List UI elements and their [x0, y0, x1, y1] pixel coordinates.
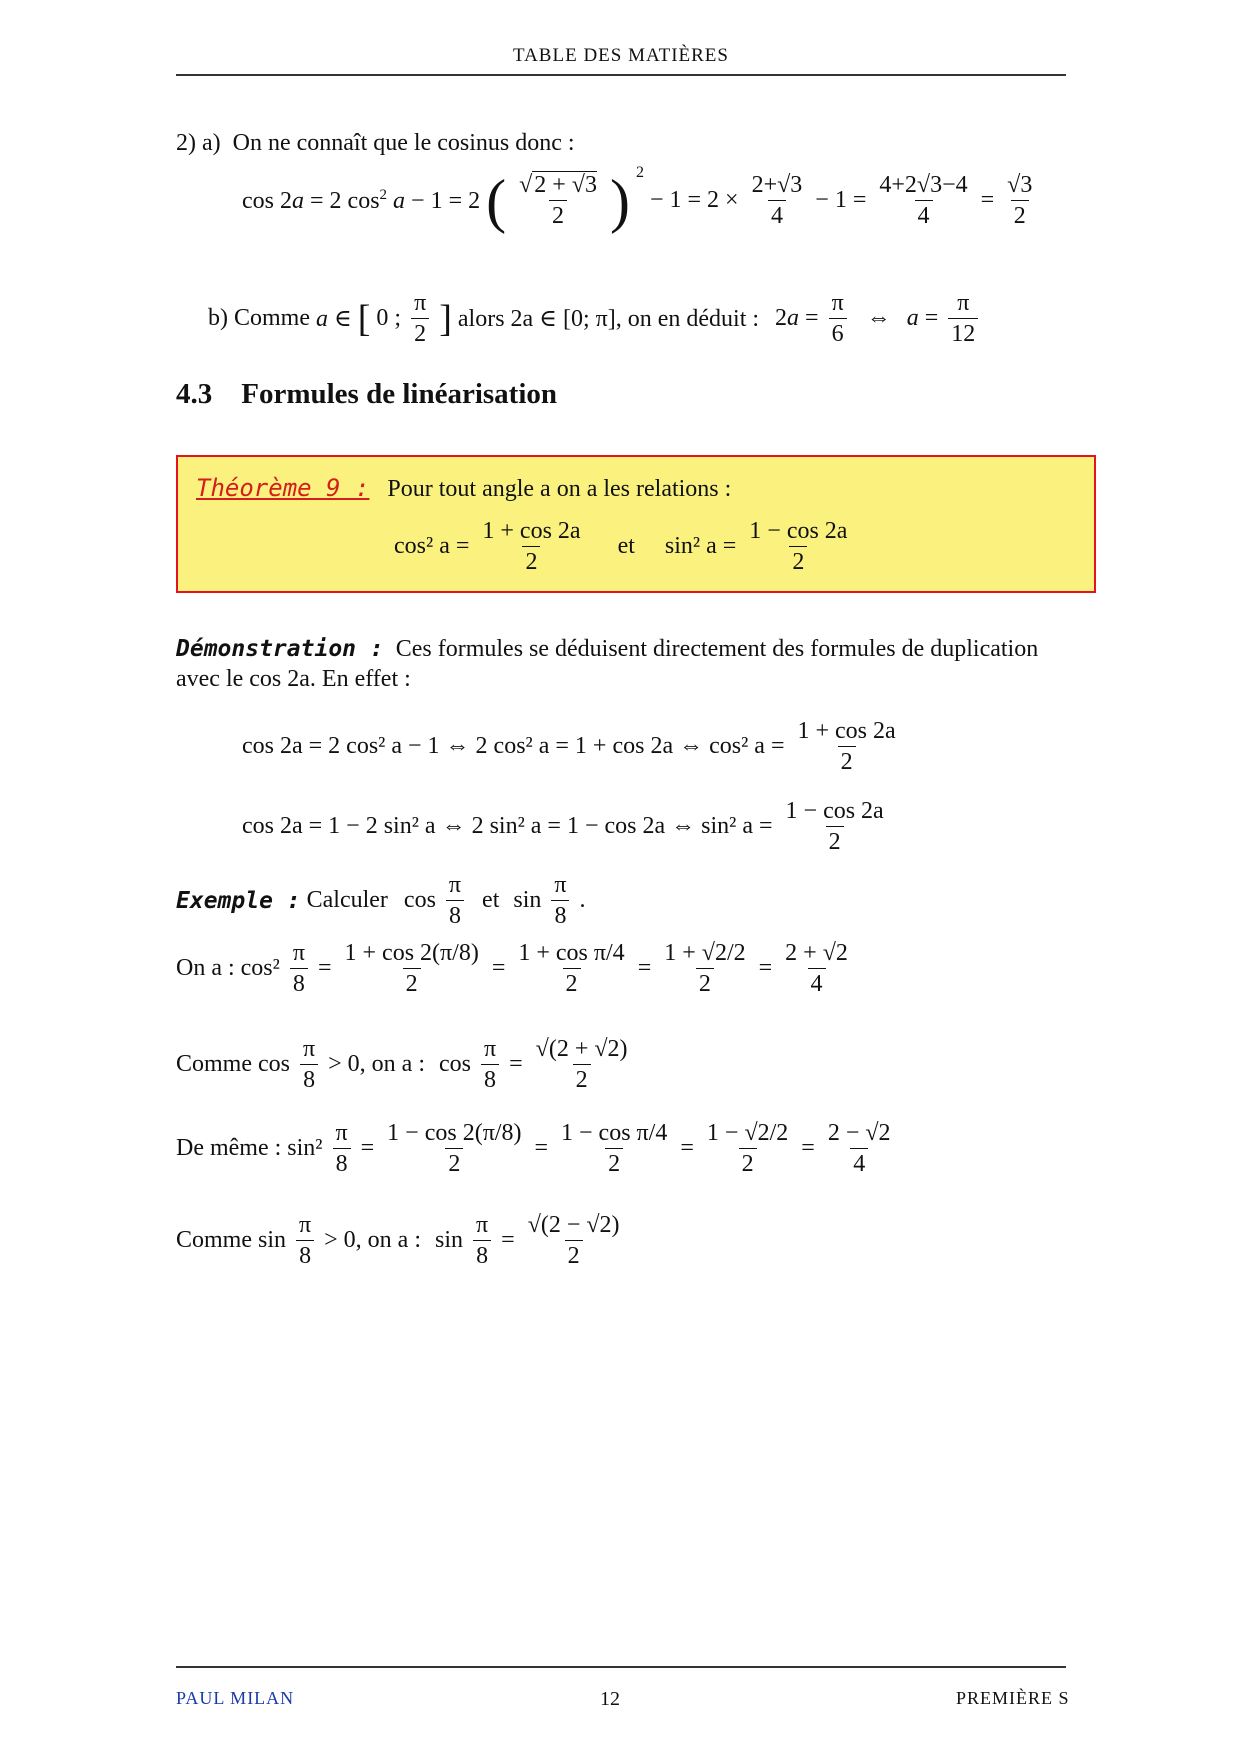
demo-equation-1: cos 2a = 2 cos² a − 1 ⇔ 2 cos² a = 1 + cos 2a ⇔ cos² a = $\frac{1 + \cos 2a}{2}$: [242, 716, 903, 777]
theorem-formulas: cos² a = $\frac{1 + \cos 2a}{2}$ et sin² a = $\frac{1 - \cos 2a}{2}$: [394, 516, 854, 577]
example-cos-computation: On a : cos² $\frac{\pi}{8}$ = $\frac{1 + \cos 2(\pi/8)}{2}$ = $\frac{\text{1 + cos π/4}}{2}$ = $\frac{1 + √2/2}{2}$ = $\frac{2 + √2}{4}$: [176, 938, 855, 999]
fraction: $\frac{√(2 + √2)}{2}$: [535, 1036, 628, 1093]
paren-right: ): [609, 167, 630, 234]
fraction: $\frac{2 - √2}{4}$: [827, 1120, 891, 1177]
item-label: b): [208, 305, 228, 331]
example-line: Exemple : Calculer cos $\frac{\pi}{8}$ et sin $\frac{\pi}{8}$ .: [176, 872, 586, 929]
fraction: $\frac{\text{1 − cos π/4}}{2}$: [561, 1120, 668, 1177]
section-heading: [176, 378, 557, 411]
fraction: $\frac{√(2 - √2)}{2}$: [527, 1212, 620, 1269]
fraction: $\frac{1 + \cos 2(\pi/8)}{2}$: [344, 940, 479, 997]
section-number: 4.3: [176, 378, 213, 410]
fraction: $\frac{\pi}{8}$: [333, 1118, 351, 1179]
example-label: Exemple :: [176, 887, 301, 914]
paren-left: (: [486, 167, 507, 234]
fraction: $\frac{√3}{2}$: [1007, 172, 1033, 229]
fraction: $\frac{1 + \cos 2a}{2}$: [797, 718, 896, 775]
fraction: $\frac{\pi}{8}$: [473, 1210, 491, 1271]
fraction: $\frac{\text{1 + cos π/4}}{2}$: [518, 940, 625, 997]
fraction: $\frac{1 - \cos 2(\pi/8)}{2}$: [387, 1120, 522, 1177]
fraction: $\frac{\pi}{8}$: [551, 870, 569, 931]
fraction: $\frac{1 + √2/2}{2}$: [664, 940, 746, 997]
fraction: $\frac{\pi}{8}$: [481, 1034, 499, 1095]
fraction: $\frac{√2 + √3}{2}$: [519, 172, 597, 229]
header-rule: [176, 74, 1066, 76]
fraction: $\frac{2+√3}{4}$: [751, 172, 803, 229]
fraction: $\frac{\pi}{12}$: [948, 288, 978, 349]
fraction: $\frac{1 + \cos 2a}{2}$: [482, 518, 581, 575]
footer-page-number: 12: [600, 1688, 620, 1710]
theorem-text: Pour tout angle a on a les relations :: [387, 476, 732, 502]
demo-label: Démonstration :: [176, 636, 384, 662]
section-title: Formules de linéarisation: [241, 378, 558, 410]
item-label: 2) a): [176, 130, 221, 156]
fraction: $\frac{\pi}{6}$: [829, 288, 847, 349]
fraction: $\frac{1 - √2/2}{2}$: [706, 1120, 789, 1177]
fraction: $\frac{4+2√3-4}{4}$: [879, 172, 968, 229]
exponent: 2: [635, 163, 644, 181]
theorem-heading: [196, 474, 731, 503]
example-sin-result: Comme sin $\frac{\pi}{8}$ > 0, on a : sin $\frac{\pi}{8}$ = $\frac{√(2 - √2)}{2}$: [176, 1210, 627, 1271]
fraction: $\frac{2 + √2}{4}$: [785, 940, 848, 997]
item-text: On ne connaît que le cosinus donc :: [232, 130, 575, 156]
fraction: $\frac{1 - \cos 2a}{2}$: [749, 518, 848, 575]
running-header: TABLE DES MATIÈRES: [513, 45, 729, 66]
fraction: $\frac{\pi}{8}$: [446, 870, 464, 931]
fraction: $\frac{\pi}{2}$: [411, 288, 429, 349]
example-sin-computation: De même : sin² $\frac{\pi}{8}$ = $\frac{1 - \cos 2(\pi/8)}{2}$ = $\frac{\text{1 − cos π/4}}{2}$ = $\frac{1 - √2/2}{2}$ = $\frac{2 - √2}{4}$: [176, 1118, 898, 1179]
demo-equation-2: cos 2a = 1 − 2 sin² a ⇔ 2 sin² a = 1 − cos 2a ⇔ sin² a = $\frac{1 - \cos 2a}{2}$: [242, 796, 891, 857]
example-cos-result: Comme cos $\frac{\pi}{8}$ > 0, on a : cos $\frac{\pi}{8}$ = $\frac{√(2 + √2)}{2}$: [176, 1034, 635, 1095]
fraction: $\frac{1 - \cos 2a}{2}$: [785, 798, 884, 855]
fraction: $\frac{\pi}{8}$: [296, 1210, 314, 1271]
item-2a-line: [176, 128, 575, 158]
fraction: $\frac{\pi}{8}$: [300, 1034, 318, 1095]
equation-cos2a: cos 2a = 2 $\cos^2 a - 1 = 2$ ( $\frac{√2 + √3}{2}$ ) 2 − 1 = 2 × $\frac{2+√3}{4}$ − 1 = $\frac{4+2√3-4}{4}$ = $\frac{√3}{2}$: [242, 170, 1039, 231]
item-2b-line: b) Comme a ∈ [ 0 ; $\frac{\pi}{2}$ ] alors 2a ∈ [0; π], on en déduit : 2a = $\frac{\pi}{6}$ ⇔ a = $\frac{\pi}{12}$: [208, 288, 982, 349]
footer-level: PREMIÈRE S: [956, 1688, 1070, 1708]
footer-author: PAUL MILAN: [176, 1688, 295, 1708]
eq-part: cos 2a = 2 $\cos^2 a - 1 = 2$: [242, 186, 481, 214]
footer-rule: [176, 1666, 1066, 1668]
demo-paragraph: [176, 634, 1066, 694]
demo-text: Ces formules se déduisent directement des formules de duplication avec le cos 2a. En effet :: [176, 636, 1039, 692]
theorem-label: Théorème 9 :: [196, 474, 370, 502]
fraction: $\frac{\pi}{8}$: [290, 938, 308, 999]
